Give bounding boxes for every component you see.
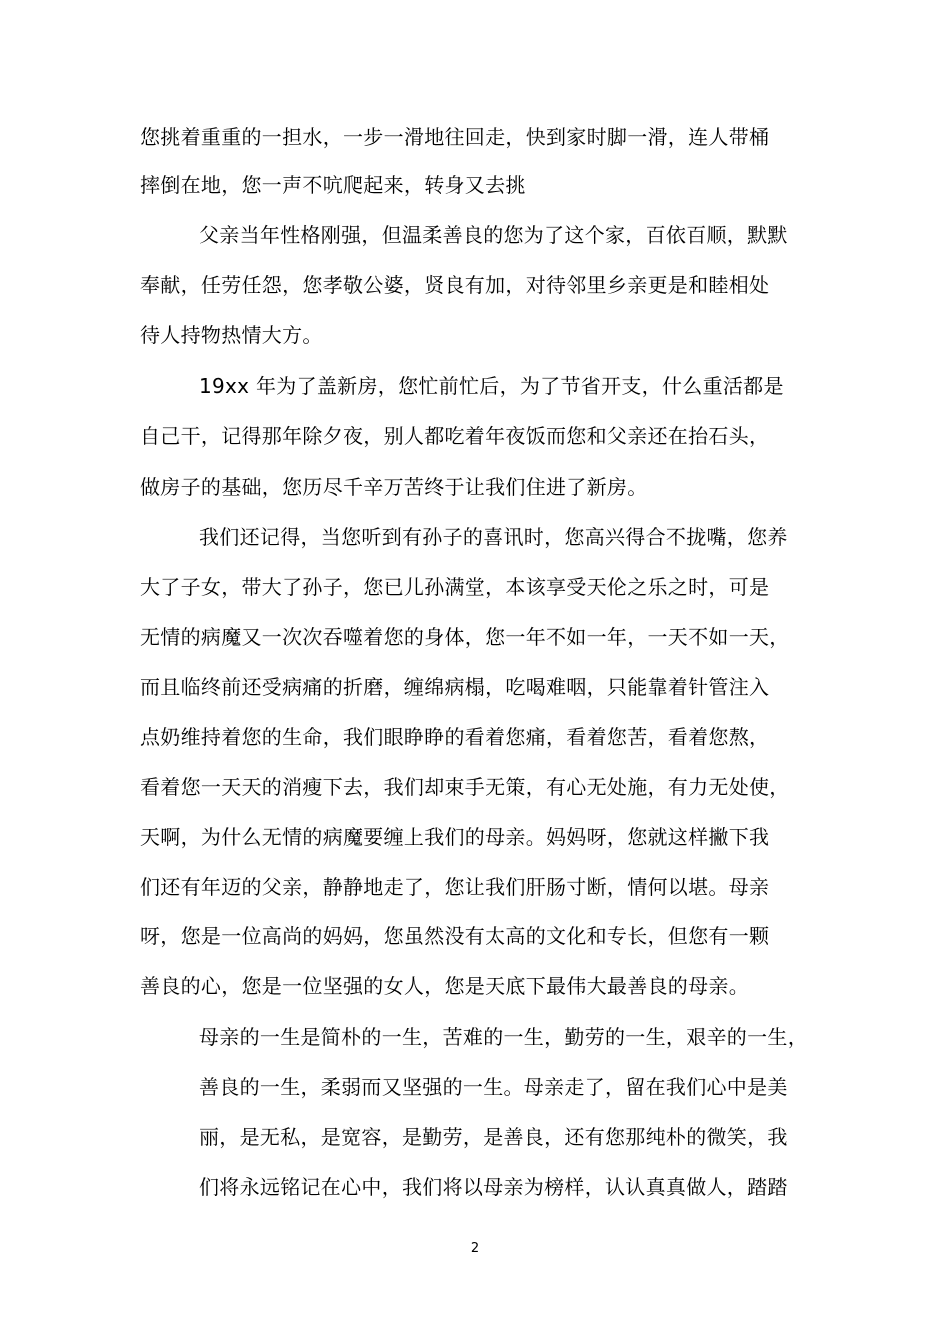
text-line: 母亲的一生是简朴的一生，苦难的一生，勤劳的一生，艰辛的一生，: [199, 1025, 808, 1049]
text-line: 做房子的基础，您历尽千辛万苦终于让我们住进了新房。: [140, 475, 648, 499]
text-line: 您挑着重重的一担水，一步一滑地往回走，快到家时脚一滑，连人带桶: [140, 125, 770, 149]
text-line: 自己干，记得那年除夕夜，别人都吃着年夜饭而您和父亲还在抬石头，: [140, 424, 770, 448]
text-line: 奉献，任劳任怨，您孝敬公婆，贤良有加，对待邻里乡亲更是和睦相处: [140, 273, 770, 297]
text-line: 呀，您是一位高尚的妈妈，您虽然没有太高的文化和专长，但您有一颗: [140, 924, 770, 948]
text-line: 无情的病魔又一次次吞噬着您的身体，您一年不如一年，一天不如一天，: [140, 625, 790, 649]
text-line: 善良的心，您是一位坚强的女人，您是天底下最伟大最善良的母亲。: [140, 974, 749, 998]
text-line: 们还有年迈的父亲，静静地走了，您让我们肝肠寸断，情何以堪。母亲: [140, 875, 770, 899]
text-line: 看着您一天天的消瘦下去，我们却束手无策，有心无处施，有力无处使，: [140, 775, 790, 799]
text-line: 善良的一生，柔弱而又坚强的一生。母亲走了，留在我们心中是美: [199, 1075, 788, 1099]
text-line: 19xx 年为了盖新房，您忙前忙后，为了节省开支，什么重活都是: [199, 374, 784, 398]
page-number: 2: [470, 1241, 480, 1256]
text-line: 摔倒在地，您一声不吭爬起来，转身又去挑: [140, 173, 526, 197]
text-line: 丽，是无私，是宽容，是勤劳，是善良，还有您那纯朴的微笑，我: [199, 1125, 788, 1149]
text-line: 天啊，为什么无情的病魔要缠上我们的母亲。妈妈呀，您就这样撇下我: [140, 825, 770, 849]
text-line: 父亲当年性格刚强，但温柔善良的您为了这个家，百依百顺，默默: [199, 223, 788, 247]
text-line: 而且临终前还受病痛的折磨，缠绵病榻，吃喝难咽，只能靠着针管注入: [140, 675, 770, 699]
text-line: 们将永远铭记在心中，我们将以母亲为榜样，认认真真做人，踏踏: [199, 1175, 788, 1199]
text-line: 我们还记得，当您听到有孙子的喜讯时，您高兴得合不拢嘴，您养: [199, 525, 788, 549]
text-line: 点奶维持着您的生命，我们眼睁睁的看着您痛，看着您苦，看着您熬，: [140, 725, 770, 749]
text-line: 待人持物热情大方。: [140, 323, 323, 347]
text-line: 大了子女，带大了孙子，您已儿孙满堂，本该享受天伦之乐之时，可是: [140, 575, 770, 599]
